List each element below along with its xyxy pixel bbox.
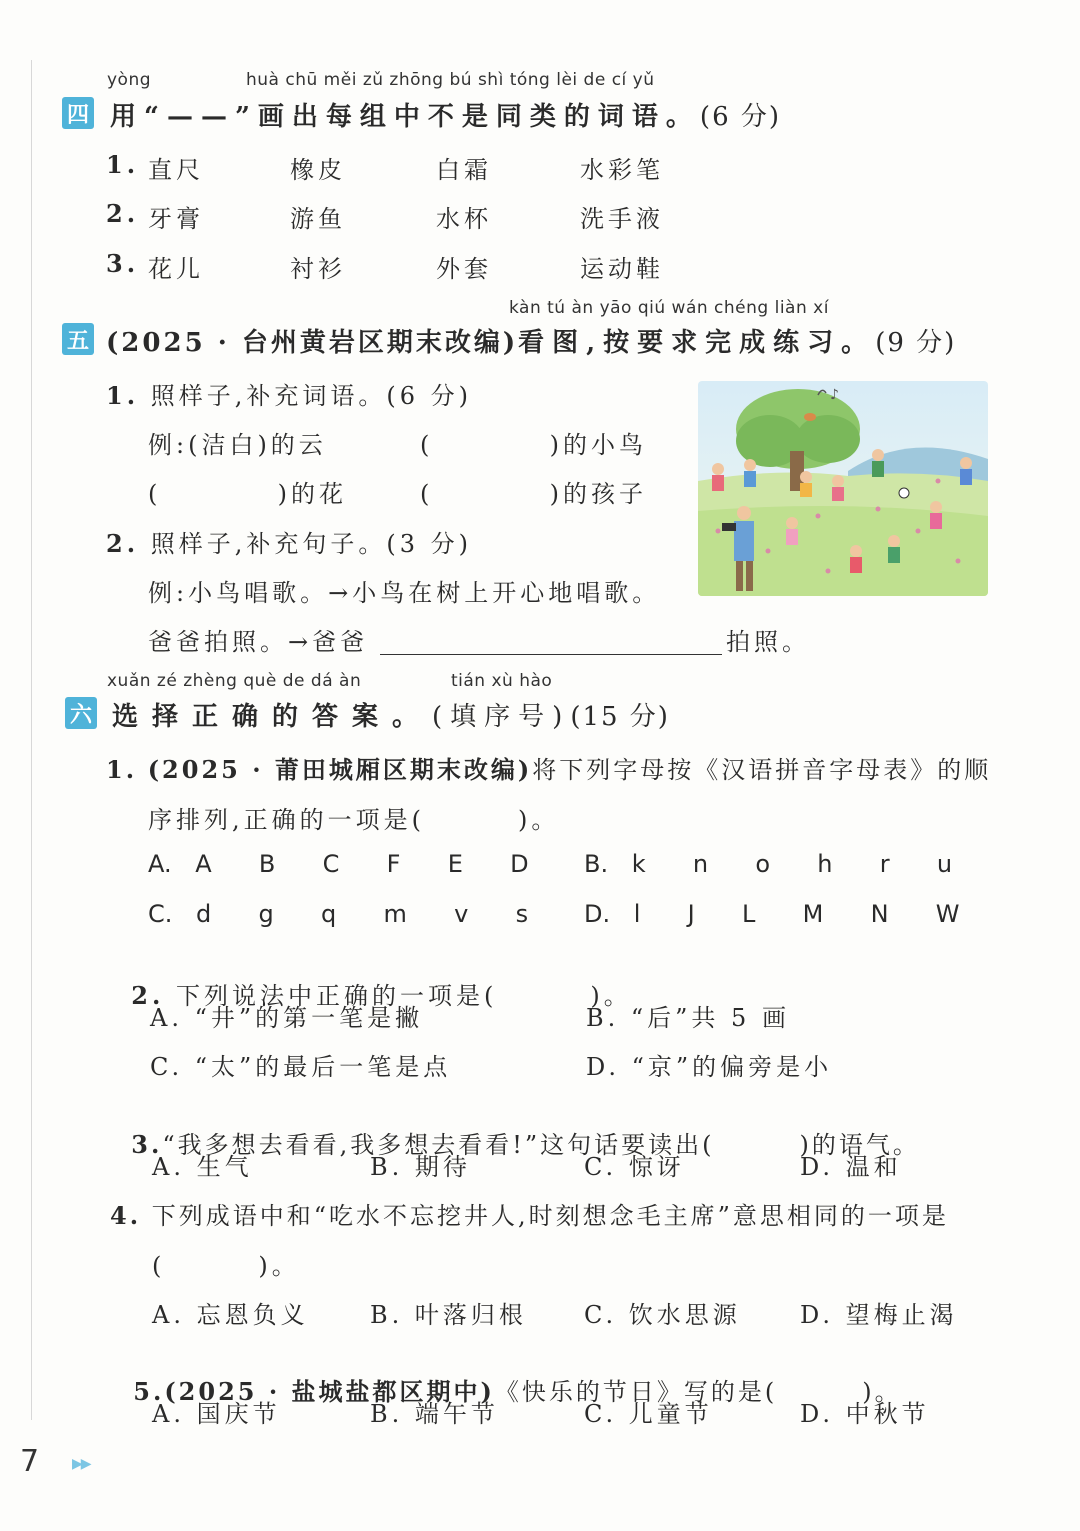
s6-q5-option-b[interactable]: B. 端午节 — [370, 1400, 499, 1428]
s6-q1-line1 — [106, 750, 991, 785]
s5-q2 — [106, 524, 472, 559]
s6-q3-option-b[interactable]: B. 期待 — [370, 1153, 471, 1181]
s6-q5-option-a[interactable]: A. 国庆节 — [152, 1400, 281, 1428]
s6-q1-option-c[interactable]: C. d g q m v s — [148, 900, 529, 928]
s6-q4-option-b[interactable]: B. 叶落归根 — [370, 1301, 527, 1329]
park-illustration — [698, 381, 988, 596]
s4-row2-w4: 洗手液 — [580, 205, 664, 233]
s6-heading — [112, 696, 670, 733]
s6-q5-text: 《快乐的节日》写的是( )。 — [494, 1378, 902, 1406]
s6-q2-num: 2. — [131, 981, 165, 1010]
s5-q2-text: 照样子,补充句子。(3 分) — [150, 530, 472, 558]
page-number: 7 — [20, 1444, 40, 1479]
s5-q1-example: 例:(洁白)的云 — [148, 431, 327, 459]
s5-q1-blank-bird[interactable]: ( )的小鸟 — [420, 431, 648, 459]
s4-row3-w2: 衬衫 — [290, 255, 346, 283]
s6-q3-option-d[interactable]: D. 温和 — [800, 1153, 902, 1181]
s6-q1-text2: 序排列,正确的一项是( )。 — [148, 806, 560, 834]
s4-row1-num: 1. — [106, 150, 140, 179]
s6-q4-text1: 下列成语中和“吃水不忘挖井人,时刻想念毛主席”意思相同的一项是 — [151, 1202, 949, 1230]
s6-q1-num: 1. — [106, 755, 138, 784]
s4-row1-w4: 水彩笔 — [580, 156, 664, 184]
s4-pinyin-2: huà chū měi zǔ zhōng bú shì tóng lèi de cí yǔ — [246, 70, 655, 90]
s5-q1-blank-flower[interactable]: ( )的花 — [148, 480, 348, 508]
s5-q1 — [106, 376, 472, 411]
s6-q2-option-d[interactable]: D. “京”的偏旁是小 — [586, 1053, 833, 1081]
section-badge-4: 四 — [62, 97, 94, 129]
s6-q5-source: (2025 · 盐城盐都区期中) — [164, 1377, 495, 1406]
s6-q2-option-c[interactable]: C. “太”的最后一笔是点 — [150, 1053, 452, 1081]
s5-heading — [106, 322, 956, 359]
s4-row1-w2: 橡皮 — [290, 156, 346, 184]
s6-title: 选择正确的答案。 — [112, 702, 433, 732]
s4-title: 用“——”画出每组中不是同类的词语。 — [110, 102, 700, 132]
s4-row2-w1: 牙膏 — [148, 205, 204, 233]
section-badge-6: 六 — [65, 697, 97, 729]
s4-row2-num: 2. — [106, 199, 140, 228]
s6-q2-text: 下列说法中正确的一项是( )。 — [175, 982, 632, 1010]
s6-q4-option-d[interactable]: D. 望梅止渴 — [800, 1301, 958, 1329]
s4-points: (6 分) — [699, 102, 782, 132]
section-badge-5: 五 — [62, 323, 94, 355]
s6-q4-option-a[interactable]: A. 忘恩负义 — [152, 1301, 309, 1329]
s5-q2-end: 拍照。 — [726, 628, 810, 656]
s6-q1-option-d[interactable]: D. l J L M N W — [584, 900, 960, 928]
s6-q5-num: 5. — [133, 1377, 165, 1406]
s6-q5-option-c[interactable]: C. 儿童节 — [584, 1400, 713, 1428]
s5-q1-num: 1. — [106, 381, 140, 410]
s5-source: (2025 · 台州黄岩区期末改编) — [106, 328, 519, 358]
s6-q3-option-a[interactable]: A. 生气 — [152, 1153, 253, 1181]
s5-title: 看图,按要求完成练习。 — [518, 328, 876, 358]
s6-q1-option-b[interactable]: B. k n o h r u — [584, 850, 953, 878]
s6-q4-line1 — [110, 1196, 949, 1231]
s6-points: (15 分) — [570, 702, 670, 732]
s5-pinyin: kàn tú àn yāo qiú wán chéng liàn xí — [509, 298, 829, 318]
next-arrows-icon: ▶▶ — [72, 1456, 90, 1472]
s6-pinyin-2: tián xù hào — [451, 671, 553, 691]
s6-q1-source: (2025 · 莆田城厢区期末改编) — [147, 755, 533, 784]
s6-q1-text1: 将下列字母按《汉语拼音字母表》的顺 — [532, 756, 992, 784]
s4-row2-w3: 水杯 — [436, 205, 492, 233]
s6-q3-num: 3. — [131, 1130, 163, 1159]
s4-row1-w3: 白霜 — [436, 156, 492, 184]
s6-q5-option-d[interactable]: D. 中秋节 — [800, 1400, 930, 1428]
s5-q2-answer-line[interactable] — [380, 654, 722, 655]
s6-q4-num: 4. — [110, 1201, 142, 1230]
s6-q2-option-b[interactable]: B. “后”共 5 画 — [586, 1004, 790, 1032]
s6-title2: (填序号) — [432, 702, 571, 732]
s5-q1-text: 照样子,补充词语。(6 分) — [150, 382, 472, 410]
s5-q2-start: 爸爸拍照。→爸爸 — [148, 628, 369, 656]
s6-pinyin-1: xuǎn zé zhèng què de dá àn — [107, 671, 362, 691]
s5-points: (9 分) — [875, 328, 957, 358]
s6-q2-option-a[interactable]: A. “井”的第一笔是撇 — [150, 1004, 424, 1032]
s5-q1-blank-children[interactable]: ( )的孩子 — [420, 480, 648, 508]
s6-q3-option-c[interactable]: C. 惊讶 — [584, 1153, 685, 1181]
s6-q4-text2: ( )。 — [152, 1252, 300, 1280]
margin-rule — [31, 60, 32, 1420]
s4-pinyin-1: yòng — [107, 70, 152, 90]
s5-q2-num: 2. — [106, 529, 140, 558]
s6-q1-option-a[interactable]: A. A B C F E D — [148, 850, 529, 878]
s4-row2-w2: 游鱼 — [290, 205, 346, 233]
s4-heading — [110, 96, 781, 133]
s4-row3-w4: 运动鞋 — [580, 255, 664, 283]
s4-row3-num: 3. — [106, 249, 140, 278]
svg-text:♪: ♪ — [830, 387, 839, 403]
s6-q3-text: “我多想去看看,我多想去看看!”这句话要读出( )的语气。 — [162, 1131, 920, 1159]
park-scene-image — [698, 381, 988, 596]
s4-row3-w3: 外套 — [436, 255, 492, 283]
s4-row1-w1: 直尺 — [148, 156, 204, 184]
s4-row3-w1: 花儿 — [148, 255, 204, 283]
s6-q4-option-c[interactable]: C. 饮水思源 — [584, 1301, 741, 1329]
s5-q2-example: 例:小鸟唱歌。→小鸟在树上开心地唱歌。 — [148, 579, 661, 607]
